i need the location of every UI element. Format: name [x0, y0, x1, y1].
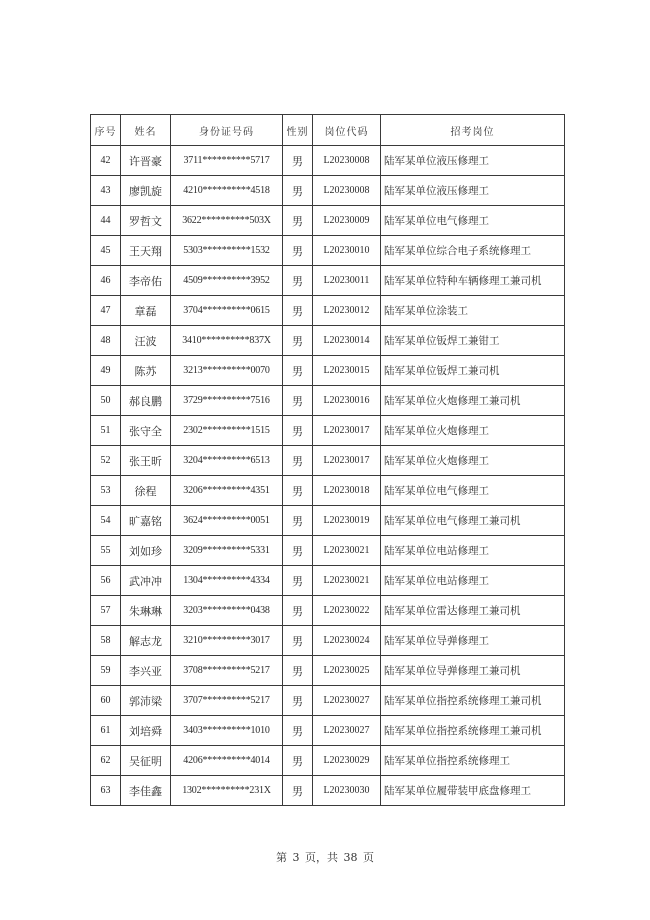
- table-row: [91, 356, 565, 386]
- cell-position-title: 陆军某单位导弹修理工: [381, 626, 565, 656]
- cell-gender: 男: [283, 206, 313, 236]
- cell-id-number: 3213**********0070: [171, 356, 283, 386]
- cell-serial-number: 45: [91, 236, 121, 266]
- cell-position-title: 陆军某单位特种车辆修理工兼司机: [381, 266, 565, 296]
- cell-gender: 男: [283, 236, 313, 266]
- cell-gender: 男: [283, 536, 313, 566]
- table-row: [91, 326, 565, 356]
- cell-gender: 男: [283, 476, 313, 506]
- cell-position-code: L20230024: [313, 626, 381, 656]
- header-row: [91, 115, 565, 146]
- cell-id-number: 3708**********5217: [171, 656, 283, 686]
- cell-position-code: L20230027: [313, 686, 381, 716]
- cell-position-code: L20230017: [313, 446, 381, 476]
- cell-serial-number: 56: [91, 566, 121, 596]
- cell-id-number: 4509**********3952: [171, 266, 283, 296]
- cell-id-number: 3410**********837X: [171, 326, 283, 356]
- cell-gender: 男: [283, 416, 313, 446]
- cell-position-code: L20230021: [313, 536, 381, 566]
- table-row: [91, 206, 565, 236]
- cell-position-title: 陆军某单位电气修理工: [381, 476, 565, 506]
- header-serial-number: 序号: [91, 115, 121, 146]
- cell-name: 廖凯旋: [121, 176, 171, 206]
- cell-serial-number: 61: [91, 716, 121, 746]
- cell-name: 刘培舜: [121, 716, 171, 746]
- cell-serial-number: 63: [91, 776, 121, 806]
- table-row: [91, 386, 565, 416]
- cell-position-title: 陆军某单位液压修理工: [381, 146, 565, 176]
- header-id-number: 身份证号码: [171, 115, 283, 146]
- cell-gender: 男: [283, 296, 313, 326]
- cell-position-code: L20230017: [313, 416, 381, 446]
- cell-name: 朱琳琳: [121, 596, 171, 626]
- cell-serial-number: 54: [91, 506, 121, 536]
- table-body: [91, 146, 565, 806]
- cell-id-number: 3624**********0051: [171, 506, 283, 536]
- cell-serial-number: 49: [91, 356, 121, 386]
- cell-gender: 男: [283, 176, 313, 206]
- cell-position-title: 陆军某单位指控系统修理工兼司机: [381, 686, 565, 716]
- cell-position-title: 陆军某单位涂装工: [381, 296, 565, 326]
- cell-id-number: 3209**********5331: [171, 536, 283, 566]
- cell-serial-number: 59: [91, 656, 121, 686]
- cell-name: 李帝佑: [121, 266, 171, 296]
- cell-position-code: L20230015: [313, 356, 381, 386]
- table-row: [91, 686, 565, 716]
- table-row: [91, 656, 565, 686]
- cell-serial-number: 53: [91, 476, 121, 506]
- cell-name: 张守全: [121, 416, 171, 446]
- cell-id-number: 1304**********4334: [171, 566, 283, 596]
- cell-position-code: L20230011: [313, 266, 381, 296]
- cell-gender: 男: [283, 776, 313, 806]
- cell-position-title: 陆军某单位液压修理工: [381, 176, 565, 206]
- cell-position-title: 陆军某单位电站修理工: [381, 566, 565, 596]
- table-row: [91, 596, 565, 626]
- cell-position-code: L20230009: [313, 206, 381, 236]
- cell-position-title: 陆军某单位电气修理工兼司机: [381, 506, 565, 536]
- cell-position-code: L20230016: [313, 386, 381, 416]
- cell-gender: 男: [283, 686, 313, 716]
- cell-serial-number: 60: [91, 686, 121, 716]
- cell-id-number: 3704**********0615: [171, 296, 283, 326]
- table-row: [91, 566, 565, 596]
- cell-name: 吴征明: [121, 746, 171, 776]
- cell-name: 罗哲文: [121, 206, 171, 236]
- cell-name: 李佳鑫: [121, 776, 171, 806]
- cell-serial-number: 50: [91, 386, 121, 416]
- cell-serial-number: 46: [91, 266, 121, 296]
- cell-position-code: L20230022: [313, 596, 381, 626]
- cell-id-number: 1302**********231X: [171, 776, 283, 806]
- cell-name: 刘如珍: [121, 536, 171, 566]
- cell-id-number: 4206**********4014: [171, 746, 283, 776]
- cell-id-number: 5303**********1532: [171, 236, 283, 266]
- cell-position-title: 陆军某单位电站修理工: [381, 536, 565, 566]
- cell-position-code: L20230030: [313, 776, 381, 806]
- cell-gender: 男: [283, 716, 313, 746]
- cell-id-number: 3622**********503X: [171, 206, 283, 236]
- cell-gender: 男: [283, 626, 313, 656]
- cell-name: 张王昕: [121, 446, 171, 476]
- cell-gender: 男: [283, 566, 313, 596]
- cell-gender: 男: [283, 146, 313, 176]
- table-row: [91, 296, 565, 326]
- cell-position-code: L20230021: [313, 566, 381, 596]
- table-row: [91, 146, 565, 176]
- cell-position-code: L20230012: [313, 296, 381, 326]
- cell-name: 武冲冲: [121, 566, 171, 596]
- cell-id-number: 3206**********4351: [171, 476, 283, 506]
- cell-gender: 男: [283, 356, 313, 386]
- page-number-footer: 第 3 页，共 38 页: [276, 851, 374, 864]
- cell-name: 王天翔: [121, 236, 171, 266]
- table-row: [91, 446, 565, 476]
- cell-position-title: 陆军某单位火炮修理工: [381, 416, 565, 446]
- cell-position-title: 陆军某单位指控系统修理工兼司机: [381, 716, 565, 746]
- cell-serial-number: 58: [91, 626, 121, 656]
- cell-position-code: L20230025: [313, 656, 381, 686]
- cell-gender: 男: [283, 656, 313, 686]
- cell-name: 郝良鹏: [121, 386, 171, 416]
- table-row: [91, 746, 565, 776]
- header-gender: 性别: [283, 115, 313, 146]
- cell-position-code: L20230018: [313, 476, 381, 506]
- cell-position-title: 陆军某单位火炮修理工: [381, 446, 565, 476]
- cell-serial-number: 44: [91, 206, 121, 236]
- cell-name: 陈苏: [121, 356, 171, 386]
- cell-id-number: 4210**********4518: [171, 176, 283, 206]
- table-row: [91, 716, 565, 746]
- table-row: [91, 536, 565, 566]
- cell-id-number: 3729**********7516: [171, 386, 283, 416]
- cell-name: 旷嘉铭: [121, 506, 171, 536]
- cell-gender: 男: [283, 326, 313, 356]
- cell-name: 解志龙: [121, 626, 171, 656]
- cell-id-number: 3204**********6513: [171, 446, 283, 476]
- cell-position-code: L20230010: [313, 236, 381, 266]
- table-row: [91, 266, 565, 296]
- cell-serial-number: 52: [91, 446, 121, 476]
- cell-name: 郭沛梁: [121, 686, 171, 716]
- cell-id-number: 3203**********0438: [171, 596, 283, 626]
- cell-position-title: 陆军某单位钣焊工兼钳工: [381, 326, 565, 356]
- table-row: [91, 506, 565, 536]
- cell-position-code: L20230014: [313, 326, 381, 356]
- cell-name: 章磊: [121, 296, 171, 326]
- cell-name: 汪波: [121, 326, 171, 356]
- cell-serial-number: 55: [91, 536, 121, 566]
- cell-position-title: 陆军某单位雷达修理工兼司机: [381, 596, 565, 626]
- cell-position-title: 陆军某单位综合电子系统修理工: [381, 236, 565, 266]
- cell-name: 许晋豪: [121, 146, 171, 176]
- cell-position-title: 陆军某单位导弹修理工兼司机: [381, 656, 565, 686]
- table-row: [91, 476, 565, 506]
- cell-name: 徐程: [121, 476, 171, 506]
- cell-id-number: 2302**********1515: [171, 416, 283, 446]
- cell-serial-number: 57: [91, 596, 121, 626]
- table-row: [91, 176, 565, 206]
- cell-id-number: 3403**********1010: [171, 716, 283, 746]
- cell-position-code: L20230019: [313, 506, 381, 536]
- cell-position-title: 陆军某单位电气修理工: [381, 206, 565, 236]
- table-header: [91, 115, 565, 146]
- cell-position-title: 陆军某单位火炮修理工兼司机: [381, 386, 565, 416]
- cell-id-number: 3210**********3017: [171, 626, 283, 656]
- cell-name: 李兴亚: [121, 656, 171, 686]
- cell-gender: 男: [283, 596, 313, 626]
- cell-position-title: 陆军某单位钣焊工兼司机: [381, 356, 565, 386]
- cell-gender: 男: [283, 386, 313, 416]
- cell-serial-number: 43: [91, 176, 121, 206]
- cell-position-code: L20230029: [313, 746, 381, 776]
- cell-position-title: 陆军某单位履带装甲底盘修理工: [381, 776, 565, 806]
- table-row: [91, 626, 565, 656]
- cell-gender: 男: [283, 266, 313, 296]
- table-row: [91, 776, 565, 806]
- cell-id-number: 3711**********5717: [171, 146, 283, 176]
- cell-gender: 男: [283, 746, 313, 776]
- header-position-code: 岗位代码: [313, 115, 381, 146]
- cell-serial-number: 47: [91, 296, 121, 326]
- cell-serial-number: 51: [91, 416, 121, 446]
- cell-id-number: 3707**********5217: [171, 686, 283, 716]
- cell-serial-number: 42: [91, 146, 121, 176]
- table-row: [91, 236, 565, 266]
- cell-serial-number: 48: [91, 326, 121, 356]
- cell-position-title: 陆军某单位指控系统修理工: [381, 746, 565, 776]
- candidate-table: [90, 114, 565, 806]
- header-position-title: 招考岗位: [381, 115, 565, 146]
- table-row: [91, 416, 565, 446]
- cell-gender: 男: [283, 506, 313, 536]
- cell-gender: 男: [283, 446, 313, 476]
- cell-serial-number: 62: [91, 746, 121, 776]
- cell-position-code: L20230008: [313, 146, 381, 176]
- header-name: 姓名: [121, 115, 171, 146]
- cell-position-code: L20230008: [313, 176, 381, 206]
- cell-position-code: L20230027: [313, 716, 381, 746]
